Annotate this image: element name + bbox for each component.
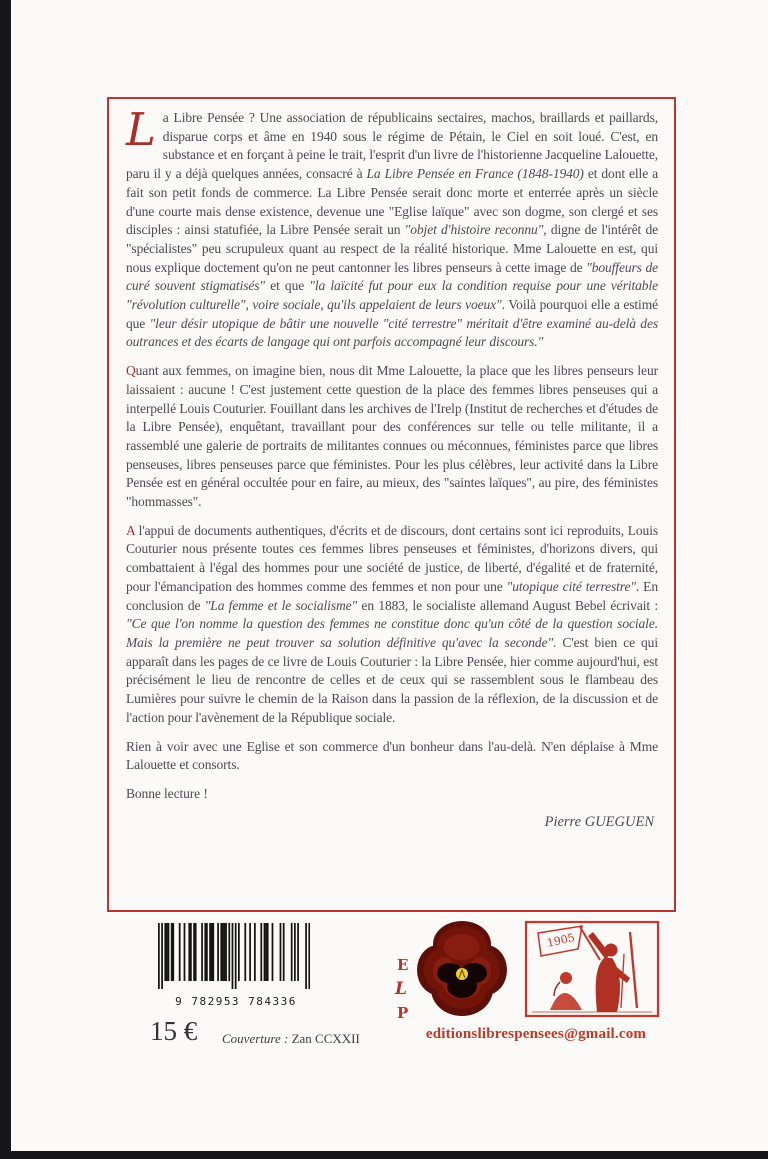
blurb-box — [107, 97, 676, 912]
barcode-bars — [158, 923, 314, 994]
paragraph: Rien à voir avec une Eglise et son commerce d'un bonheur dans l'au-delà. N'en déplaise à Mme Lalouette et consorts. — [126, 738, 658, 773]
publisher-initial-l: L — [395, 979, 407, 999]
cover-credit-label: Couverture : — [222, 1031, 289, 1046]
pansy-flower-icon — [417, 917, 507, 1024]
paragraph: A l'appui de documents authentiques, d'écrits et de discours, dont certains sont ici reproduits, Louis Couturier nous présente toutes ces femmes libres penseuses et féministes, d'horizons divers, qui combattaient à l'égal des hommes pour une société de justice, de liberté, d'égalité et de fraternité, pour l'émancipation des hommes comme des femmes et non pour une "utopique cité terrestre". En conclusion de "La femme et le socialisme" en 1883, le socialiste allemand August Bebel écrivait : "Ce que l'on nomme la question des femmes ne constitue donc qu'un côté de la question sociale. Mais la première ne peut trouver sa solution définitive qu'avec la seconde". C'est bien ce qui apparaît dans les pages de ce livre de Louis Couturier : la Libre Pensée, hier comme aujourd'hui, est précisément le lieu de rencontre de celles et de ceux qui se rassemblent sous le flambeau des Lumières pour suivre le chemin de la Raison dans la passion de la réflexion, de la discussion et de l'action pour l'avènement de la République sociale. — [126, 522, 658, 725]
barcode-digits: 9 782953 784336 — [175, 995, 297, 1008]
drop-cap-initial: L — [126, 103, 156, 156]
price-label: 15 € — [150, 1016, 198, 1046]
signature: Pierre GUEGUEN — [544, 813, 654, 830]
red-initial: Q — [126, 363, 136, 379]
paragraph: Quant aux femmes, on imagine bien, nous dit Mme Lalouette, la place que les libres penseurs leur laissaient : aucune ! C'est justement cette question de la place des femmes libres penseuses qui a interpellé Louis Couturier. Fouillant dans les archives de l'Irelp (Institut de recherches et d'études de la Libre Pensée), enquêtant, travaillant pour des conférences sur telle ou telle militante, il a rassemblé une galerie de portraits de militantes connues ou méconnues, féministes parce que libres penseuses, libres penseuses parce que féministes. Pour les plus célèbres, leur activité dans la Libre Pensée est en général occultée pour en faire, au mieux, des "saintes laïques", au pire, des féministes "hommasses". — [126, 363, 658, 510]
blurb-paragraphs — [126, 103, 658, 804]
barcode — [158, 923, 314, 1008]
publisher-initial-e: E — [397, 956, 409, 974]
cover-credit-value: Zan CCXXII — [291, 1031, 360, 1046]
publisher-initial-p: P — [397, 1004, 409, 1022]
paragraph: La Libre Pensée ? Une association de républicains sectaires, machos, braillards et paillards, disparue corps et âme en 1940 sous le régime de Pétain, le Ciel en soit loué. C'est, en substance et en forçant à peine le trait, l'esprit d'un livre de l'historienne Jacqueline Lalouette, paru il y a déjà quelques années, consacré à La Libre Pensée en France (1848-1940) et dont elle a fait son petit fonds de commerce. La Libre Pensée serait donc morte et enterrée après un siècle d'une courte mais dense existence, devenue une "Eglise laïque" avec son dogme, son clergé et ses disciples : ainsi statufiée, la Libre Pensée serait un "objet d'histoire reconnu", digne de l'intérêt de "spécialistes" peu scrupuleux quant au respect de la réalité historique. Mme Lalouette en est, qui nous explique doctement qu'on ne peut cantonner les libres penseurs à cette image de "bouffeurs de curé souvent stigmatisés" et que "la laïcité fut pour eux la condition requise pour une véritable "révolution culturelle", voire sociale, qu'ils appelaient de leurs voeux". Voilà pourquoi elle a estimé que "leur désir utopique de bâtir une nouvelle "cité terrestre" méritait d'être examiné au-delà des outrances et des écarts de langage qui ont parfois accompagné leur discours." — [126, 103, 658, 350]
stamp-1905-illustration — [524, 920, 662, 1025]
publisher-initials — [397, 956, 408, 1022]
paragraph: Bonne lecture ! — [126, 785, 208, 801]
stamp-year: 1905 — [545, 930, 576, 950]
cover-credit — [222, 1031, 360, 1047]
publisher-email: editionslibrespensees@gmail.com — [425, 1026, 647, 1042]
scan-edge-bottom — [0, 1151, 768, 1159]
scan-edge-left — [0, 0, 11, 1159]
red-initial: A — [126, 522, 135, 538]
